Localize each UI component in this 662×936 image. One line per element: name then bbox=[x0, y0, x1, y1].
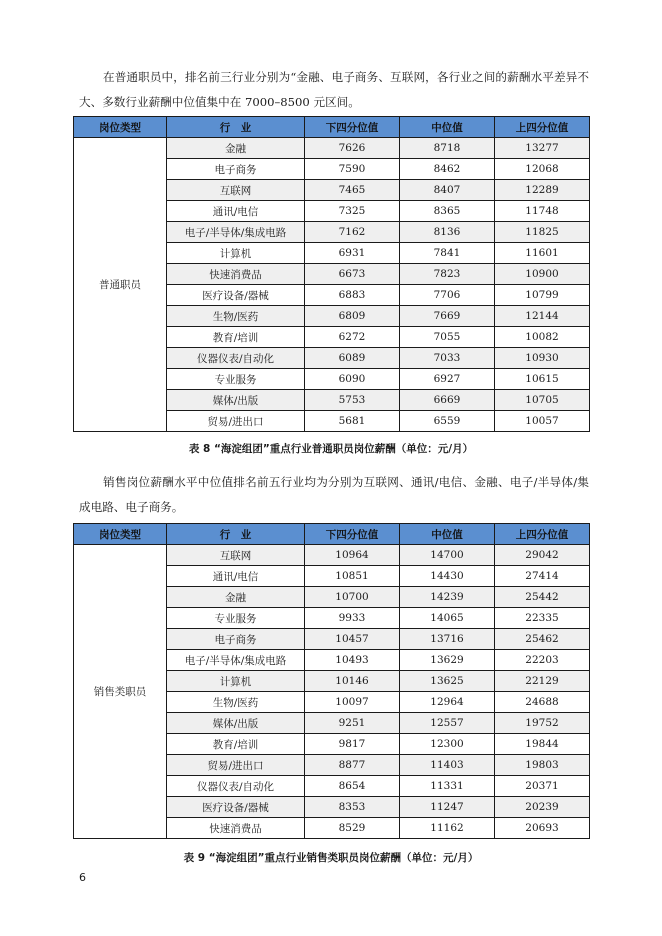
industry-cell: 生物/医药 bbox=[167, 306, 305, 327]
median-cell: 7055 bbox=[400, 327, 495, 348]
lower-quartile-cell: 10851 bbox=[305, 566, 400, 587]
median-cell: 13625 bbox=[400, 671, 495, 692]
industry-cell: 电子商务 bbox=[167, 629, 305, 650]
median-cell: 11403 bbox=[400, 755, 495, 776]
median-cell: 8136 bbox=[400, 222, 495, 243]
median-cell: 8365 bbox=[400, 201, 495, 222]
industry-cell: 电子商务 bbox=[167, 159, 305, 180]
header-industry: 行 业 bbox=[167, 524, 305, 545]
header-upper-quartile: 上四分位值 bbox=[495, 524, 590, 545]
upper-quartile-cell: 11601 bbox=[495, 243, 590, 264]
lower-quartile-cell: 8654 bbox=[305, 776, 400, 797]
page-number: 6 bbox=[79, 871, 86, 884]
upper-quartile-cell: 27414 bbox=[495, 566, 590, 587]
median-cell: 13629 bbox=[400, 650, 495, 671]
upper-quartile-cell: 10615 bbox=[495, 369, 590, 390]
lower-quartile-cell: 10700 bbox=[305, 587, 400, 608]
industry-cell: 计算机 bbox=[167, 671, 305, 692]
industry-cell: 教育/培训 bbox=[167, 327, 305, 348]
upper-quartile-cell: 13277 bbox=[495, 138, 590, 159]
industry-cell: 教育/培训 bbox=[167, 734, 305, 755]
lower-quartile-cell: 5753 bbox=[305, 390, 400, 411]
sales-staff-salary-table bbox=[73, 523, 590, 839]
median-cell: 6559 bbox=[400, 411, 495, 432]
header-position-type: 岗位类型 bbox=[74, 524, 167, 545]
median-cell: 11162 bbox=[400, 818, 495, 839]
median-cell: 11331 bbox=[400, 776, 495, 797]
upper-quartile-cell: 20693 bbox=[495, 818, 590, 839]
upper-quartile-cell: 10930 bbox=[495, 348, 590, 369]
industry-cell: 贸易/进出口 bbox=[167, 755, 305, 776]
table-header-row bbox=[74, 117, 590, 138]
lower-quartile-cell: 10493 bbox=[305, 650, 400, 671]
general-staff-salary-table bbox=[73, 116, 590, 432]
intro-paragraph-general-staff: 在普通职员中，排名前三行业分别为“金融、电子商务、互联网，各行业之间的薪酬水平差异不大、多数行业薪酬中位值集中在 7000–8500 元区间。 bbox=[79, 70, 589, 109]
industry-cell: 金融 bbox=[167, 587, 305, 608]
industry-cell: 媒体/出版 bbox=[167, 713, 305, 734]
median-cell: 7823 bbox=[400, 264, 495, 285]
table-9-caption: 表 9 “海淀组团”重点行业销售类职员岗位薪酬（单位：元/月） bbox=[183, 852, 479, 864]
lower-quartile-cell: 6089 bbox=[305, 348, 400, 369]
median-cell: 11247 bbox=[400, 797, 495, 818]
median-cell: 7706 bbox=[400, 285, 495, 306]
industry-cell: 医疗设备/器械 bbox=[167, 285, 305, 306]
header-position-type: 岗位类型 bbox=[74, 117, 167, 138]
upper-quartile-cell: 12144 bbox=[495, 306, 590, 327]
industry-cell: 互联网 bbox=[167, 545, 305, 566]
lower-quartile-cell: 9817 bbox=[305, 734, 400, 755]
industry-cell: 贸易/进出口 bbox=[167, 411, 305, 432]
upper-quartile-cell: 10057 bbox=[495, 411, 590, 432]
median-cell: 8718 bbox=[400, 138, 495, 159]
table-header-row bbox=[74, 524, 590, 545]
lower-quartile-cell: 8877 bbox=[305, 755, 400, 776]
upper-quartile-cell: 19752 bbox=[495, 713, 590, 734]
lower-quartile-cell: 6090 bbox=[305, 369, 400, 390]
header-industry: 行 业 bbox=[167, 117, 305, 138]
median-cell: 12964 bbox=[400, 692, 495, 713]
upper-quartile-cell: 19803 bbox=[495, 755, 590, 776]
industry-cell: 生物/医药 bbox=[167, 692, 305, 713]
lower-quartile-cell: 9251 bbox=[305, 713, 400, 734]
median-cell: 8462 bbox=[400, 159, 495, 180]
intro-paragraph-sales-staff: 销售岗位薪酬水平中位值排名前五行业均为分别为互联网、通讯/电信、金融、电子/半导体/集成电路、电子商务。 bbox=[79, 475, 589, 514]
lower-quartile-cell: 7590 bbox=[305, 159, 400, 180]
upper-quartile-cell: 10705 bbox=[495, 390, 590, 411]
general-staff-table-body bbox=[74, 138, 590, 432]
header-lower-quartile: 下四分位值 bbox=[305, 524, 400, 545]
upper-quartile-cell: 10900 bbox=[495, 264, 590, 285]
upper-quartile-cell: 12068 bbox=[495, 159, 590, 180]
lower-quartile-cell: 10097 bbox=[305, 692, 400, 713]
upper-quartile-cell: 10799 bbox=[495, 285, 590, 306]
upper-quartile-cell: 29042 bbox=[495, 545, 590, 566]
industry-cell: 金融 bbox=[167, 138, 305, 159]
median-cell: 8407 bbox=[400, 180, 495, 201]
median-cell: 13716 bbox=[400, 629, 495, 650]
table-8-caption: 表 8 “海淀组团”重点行业普通职员岗位薪酬（单位：元/月） bbox=[188, 443, 474, 455]
lower-quartile-cell: 7325 bbox=[305, 201, 400, 222]
header-upper-quartile: 上四分位值 bbox=[495, 117, 590, 138]
median-cell: 14239 bbox=[400, 587, 495, 608]
upper-quartile-cell: 25462 bbox=[495, 629, 590, 650]
lower-quartile-cell: 10964 bbox=[305, 545, 400, 566]
lower-quartile-cell: 6673 bbox=[305, 264, 400, 285]
industry-cell: 计算机 bbox=[167, 243, 305, 264]
median-cell: 12557 bbox=[400, 713, 495, 734]
lower-quartile-cell: 6809 bbox=[305, 306, 400, 327]
median-cell: 7033 bbox=[400, 348, 495, 369]
upper-quartile-cell: 12289 bbox=[495, 180, 590, 201]
industry-cell: 专业服务 bbox=[167, 608, 305, 629]
industry-cell: 快速消费品 bbox=[167, 264, 305, 285]
upper-quartile-cell: 22203 bbox=[495, 650, 590, 671]
industry-cell: 电子/半导体/集成电路 bbox=[167, 650, 305, 671]
upper-quartile-cell: 22335 bbox=[495, 608, 590, 629]
lower-quartile-cell: 7626 bbox=[305, 138, 400, 159]
upper-quartile-cell: 20371 bbox=[495, 776, 590, 797]
lower-quartile-cell: 10457 bbox=[305, 629, 400, 650]
lower-quartile-cell: 6883 bbox=[305, 285, 400, 306]
lower-quartile-cell: 7465 bbox=[305, 180, 400, 201]
sales-staff-table-body bbox=[74, 545, 590, 839]
upper-quartile-cell: 11748 bbox=[495, 201, 590, 222]
median-cell: 14065 bbox=[400, 608, 495, 629]
industry-cell: 仪器仪表/自动化 bbox=[167, 348, 305, 369]
median-cell: 6927 bbox=[400, 369, 495, 390]
header-median: 中位值 bbox=[400, 524, 495, 545]
median-cell: 12300 bbox=[400, 734, 495, 755]
industry-cell: 医疗设备/器械 bbox=[167, 797, 305, 818]
position-type-cell: 普通职员 bbox=[74, 138, 167, 432]
upper-quartile-cell: 11825 bbox=[495, 222, 590, 243]
industry-cell: 通讯/电信 bbox=[167, 566, 305, 587]
upper-quartile-cell: 25442 bbox=[495, 587, 590, 608]
median-cell: 14430 bbox=[400, 566, 495, 587]
median-cell: 7841 bbox=[400, 243, 495, 264]
lower-quartile-cell: 8529 bbox=[305, 818, 400, 839]
upper-quartile-cell: 19844 bbox=[495, 734, 590, 755]
industry-cell: 快速消费品 bbox=[167, 818, 305, 839]
industry-cell: 媒体/出版 bbox=[167, 390, 305, 411]
lower-quartile-cell: 6931 bbox=[305, 243, 400, 264]
header-median: 中位值 bbox=[400, 117, 495, 138]
industry-cell: 仪器仪表/自动化 bbox=[167, 776, 305, 797]
header-lower-quartile: 下四分位值 bbox=[305, 117, 400, 138]
lower-quartile-cell: 9933 bbox=[305, 608, 400, 629]
upper-quartile-cell: 20239 bbox=[495, 797, 590, 818]
median-cell: 14700 bbox=[400, 545, 495, 566]
lower-quartile-cell: 7162 bbox=[305, 222, 400, 243]
lower-quartile-cell: 8353 bbox=[305, 797, 400, 818]
industry-cell: 通讯/电信 bbox=[167, 201, 305, 222]
upper-quartile-cell: 10082 bbox=[495, 327, 590, 348]
upper-quartile-cell: 24688 bbox=[495, 692, 590, 713]
industry-cell: 互联网 bbox=[167, 180, 305, 201]
industry-cell: 电子/半导体/集成电路 bbox=[167, 222, 305, 243]
table-row bbox=[74, 138, 590, 159]
industry-cell: 专业服务 bbox=[167, 369, 305, 390]
lower-quartile-cell: 5681 bbox=[305, 411, 400, 432]
upper-quartile-cell: 22129 bbox=[495, 671, 590, 692]
median-cell: 7669 bbox=[400, 306, 495, 327]
position-type-cell: 销售类职员 bbox=[74, 545, 167, 839]
lower-quartile-cell: 6272 bbox=[305, 327, 400, 348]
lower-quartile-cell: 10146 bbox=[305, 671, 400, 692]
table-row bbox=[74, 545, 590, 566]
median-cell: 6669 bbox=[400, 390, 495, 411]
